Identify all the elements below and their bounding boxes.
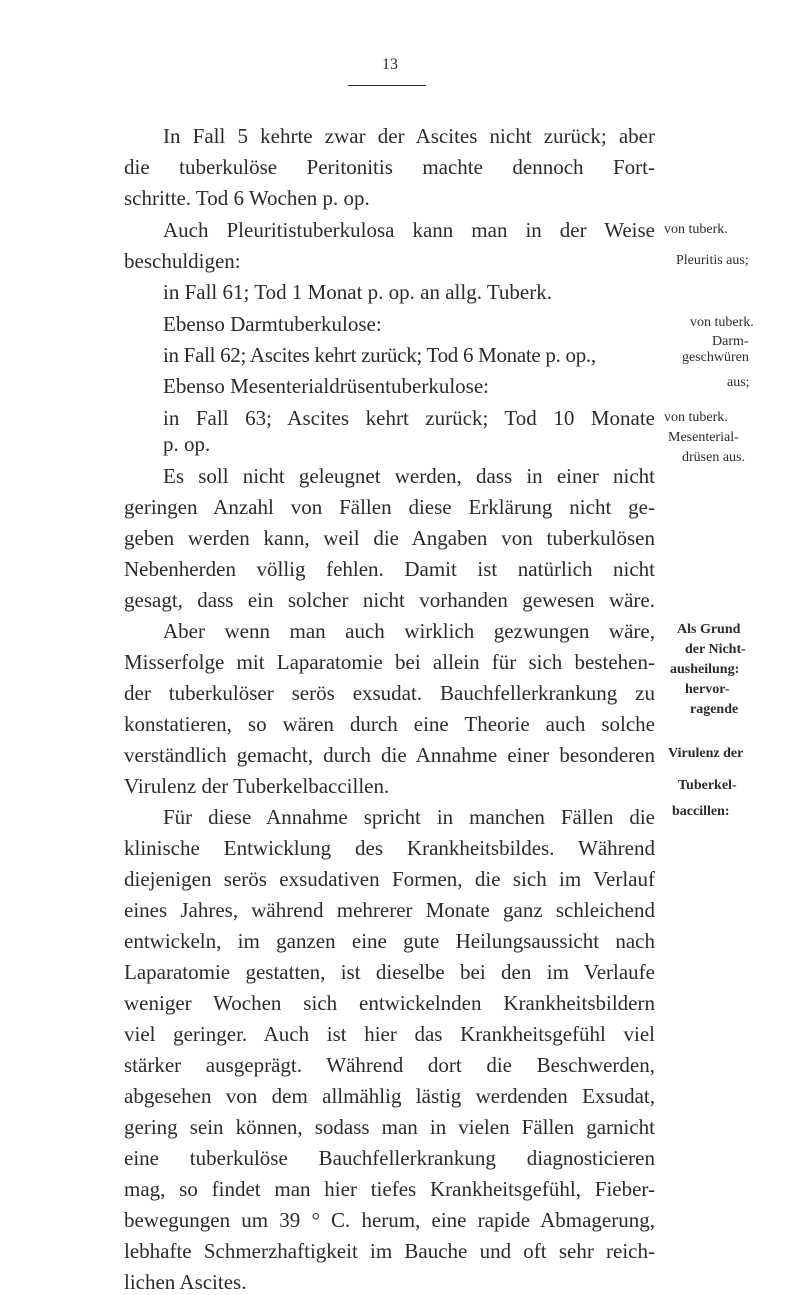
text-line: eine tuberkulöse Bauchfellerkrankung diagnosticieren (124, 1146, 655, 1170)
text-line: Misserfolge mit Laparatomie bei allein für sich bestehen- (124, 650, 655, 674)
text-line: In Fall 5 kehrte zwar der Ascites nicht zurück; aber (163, 124, 655, 148)
margin-note: Virulenz der (668, 746, 744, 761)
text-line: Ebenso Mesenterialdrüsentuberkulose: (163, 374, 489, 398)
text-line: geben werden kann, weil die Angaben von tuberkulösen (124, 526, 655, 550)
text-line: viel geringer. Auch ist hier das Krankheitsgefühl viel (124, 1022, 655, 1046)
text-line: in Fall 61; Tod 1 Monat p. op. an allg. Tuberk. (163, 280, 552, 304)
text-line: in Fall 62; Ascites kehrt zurück; Tod 6 Monate p. op., (163, 343, 596, 367)
text-line: p. op. (163, 432, 211, 456)
text-line: bewegungen um 39 ° C. herum, eine rapide Abmagerung, (124, 1208, 655, 1232)
text-line: der tuberkulöser serös exsudat. Bauchfellerkrankung zu (124, 681, 655, 705)
text-line: Für diese Annahme spricht in manchen Fällen die (163, 805, 655, 829)
text-line: Auch Pleuritistuberkulosa kann man in der Weise (163, 218, 655, 242)
text-line: entwickeln, im ganzen eine gute Heilungsaussicht nach (124, 929, 655, 953)
margin-note: baccillen: (672, 804, 730, 819)
text-line: Laparatomie gestatten, ist dieselbe bei den im Verlaufe (124, 960, 655, 984)
text-line: die tuberkulöse Peritonitis machte dennoch Fort- (124, 155, 655, 179)
text-line: gering sein können, sodass man in vielen Fällen garnicht (124, 1115, 655, 1139)
margin-note: von tuberk. (690, 315, 754, 330)
margin-note: aus; (727, 375, 750, 390)
page-number-rule (348, 85, 426, 86)
margin-note: Darm- (712, 334, 749, 349)
margin-note: von tuberk. (664, 410, 728, 425)
text-line: beschuldigen: (124, 249, 241, 273)
text-line: klinische Entwicklung des Krankheitsbildes. Während (124, 836, 655, 860)
text-line: schritte. Tod 6 Wochen p. op. (124, 186, 370, 210)
text-line: Aber wenn man auch wirklich gezwungen wäre, (163, 619, 655, 643)
text-line: Ebenso Darmtuberkulose: (163, 312, 382, 336)
margin-note: von tuberk. (664, 222, 728, 237)
text-line: Nebenherden völlig fehlen. Damit ist natürlich nicht (124, 557, 655, 581)
margin-note: ragende (690, 702, 739, 717)
text-line: Virulenz der Tuberkelbaccillen. (124, 774, 390, 798)
margin-note: Pleuritis aus; (676, 253, 749, 268)
margin-note: Als Grund (677, 622, 741, 637)
text-line: stärker ausgeprägt. Während dort die Beschwerden, (124, 1053, 655, 1077)
text-line: geringen Anzahl von Fällen diese Erklärung nicht ge- (124, 495, 655, 519)
text-line: abgesehen von dem allmählig lästig werdenden Exsudat, (124, 1084, 655, 1108)
text-line: konstatieren, so wären durch eine Theorie auch solche (124, 712, 655, 736)
text-line: lichen Ascites. (124, 1270, 247, 1294)
text-line: mag, so findet man hier tiefes Krankheitsgefühl, Fieber- (124, 1177, 655, 1201)
margin-note: Tuberkel- (678, 778, 737, 793)
margin-note: hervor- (685, 682, 730, 697)
text-line: gesagt, dass ein solcher nicht vorhanden gewesen wäre. (124, 588, 655, 612)
text-line: eines Jahres, während mehrerer Monate ganz schleichend (124, 898, 655, 922)
text-line: diejenigen serös exsudativen Formen, die sich im Verlauf (124, 867, 655, 891)
margin-note: der Nicht- (685, 642, 746, 657)
margin-note: drüsen aus. (682, 450, 745, 465)
text-line: Es soll nicht geleugnet werden, dass in einer nicht (163, 464, 655, 488)
text-line: weniger Wochen sich entwickelnden Krankheitsbildern (124, 991, 655, 1015)
text-line: in Fall 63; Ascites kehrt zurück; Tod 10 Monate (163, 406, 655, 430)
text-line: verständlich gemacht, durch die Annahme einer besonderen (124, 743, 655, 767)
text-line: lebhafte Schmerzhaftigkeit im Bauche und oft sehr reich- (124, 1239, 655, 1263)
margin-note: Mesenterial- (668, 430, 739, 445)
margin-note: geschwüren (682, 350, 749, 365)
margin-note: ausheilung: (670, 662, 740, 677)
page-number: 13 (382, 56, 398, 73)
